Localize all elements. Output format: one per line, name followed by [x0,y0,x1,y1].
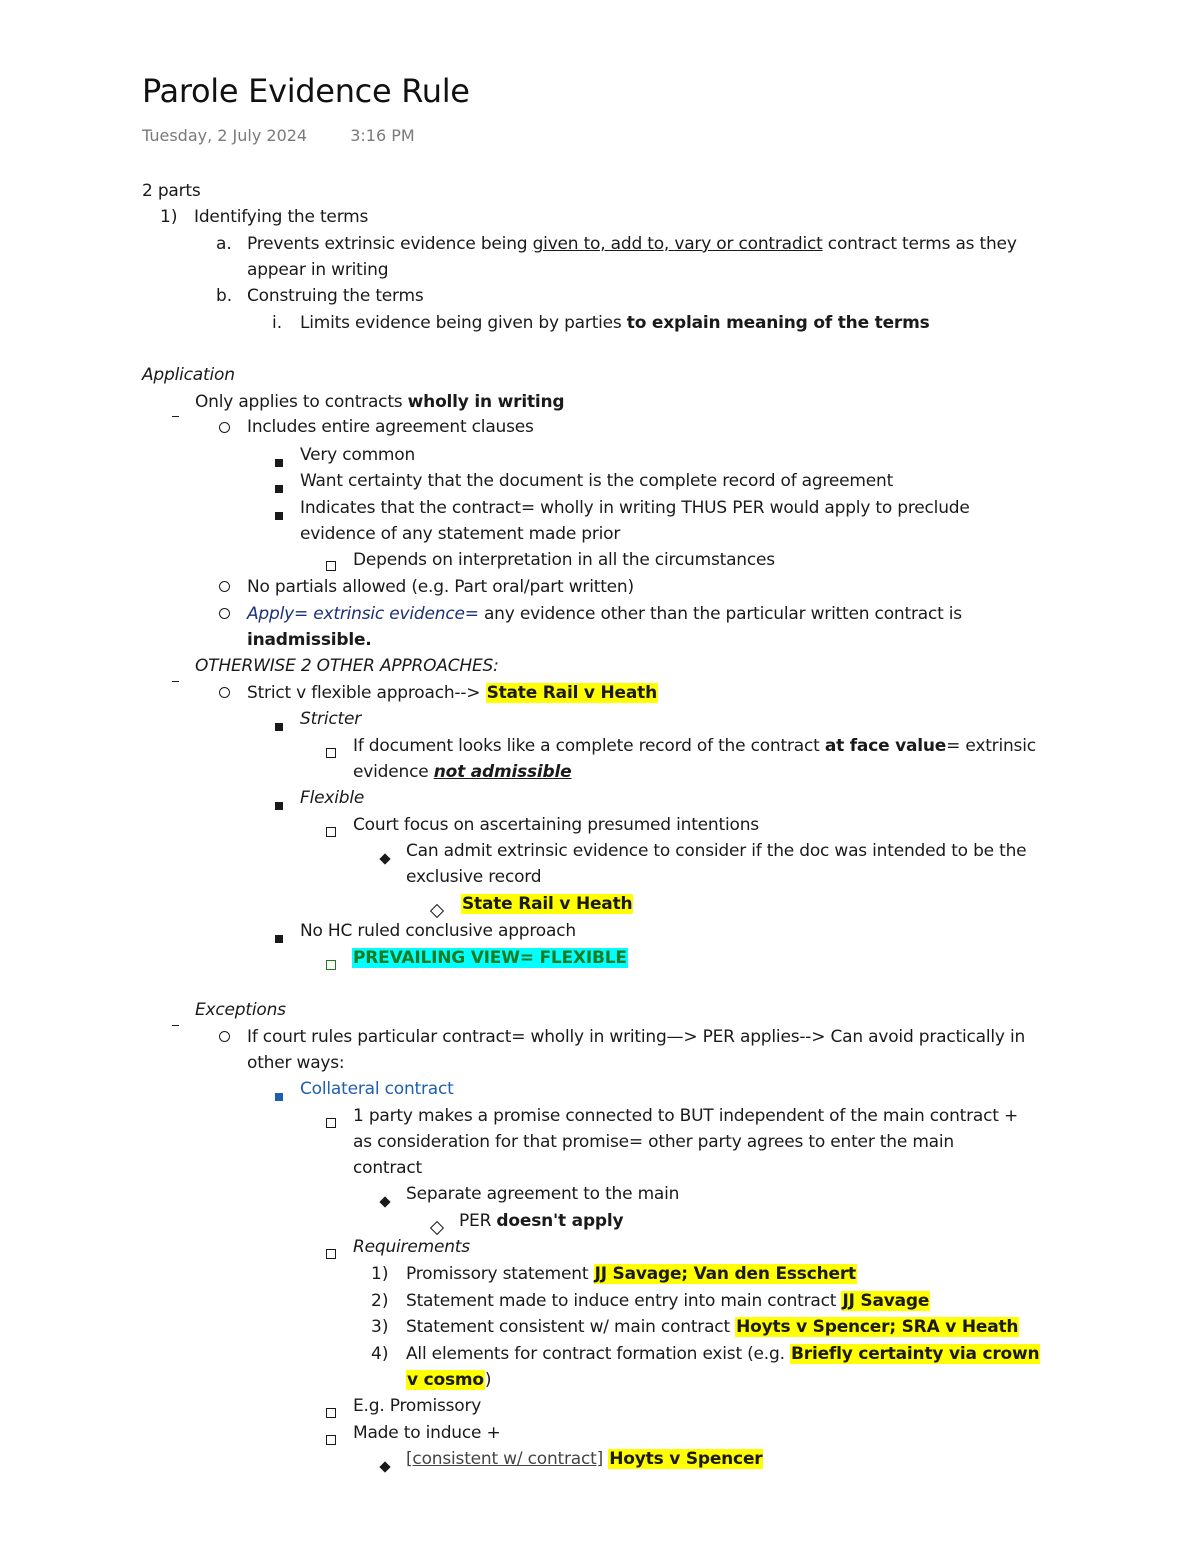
circle-bullet-icon [219,576,230,598]
list-item: OTHERWISE 2 OTHER APPROACHES: [195,656,499,676]
box-bullet-icon [326,742,336,764]
box-bullet-icon [326,954,336,976]
list-item: Promissory statement JJ Savage; Van den Esschert [406,1264,856,1284]
square-bullet-icon [275,794,283,816]
list-item: PREVAILING VIEW= FLEXIBLE [353,948,627,968]
dash-bullet-icon [172,401,179,423]
list-number: 1) [160,207,178,227]
box-bullet-icon [326,1243,336,1265]
list-item: Flexible [300,788,365,808]
list-item: Indicates that the contract= wholly in writing THUS PER would apply to preclude [300,498,970,518]
list-item: Statement made to induce entry into main contract JJ Savage [406,1291,930,1311]
page-time: 3:16 PM [350,126,415,145]
list-item: Requirements [353,1237,470,1257]
square-bullet-icon [275,451,283,473]
diamond-bullet-icon [381,1455,389,1477]
list-number: 1) [371,1264,389,1284]
dash-bullet-icon [172,1010,179,1032]
circle-bullet-icon [219,682,230,704]
box-bullet-icon [326,1402,336,1424]
list-number: 4) [371,1344,389,1364]
list-item-continued: contract [353,1158,423,1178]
square-bullet-icon [275,927,283,949]
circle-bullet-icon [219,1026,230,1048]
page-date: Tuesday, 2 July 2024 [142,126,308,145]
list-item: If document looks like a complete record of the contract at face value= extrinsic [353,736,1036,756]
diamond-bullet-icon [381,847,389,869]
list-item-continued: appear in writing [247,260,389,280]
list-item: Can admit extrinsic evidence to consider if the doc was intended to be the [406,841,1027,861]
list-item: Construing the terms [247,286,424,306]
list-number: 3) [371,1317,389,1337]
list-item: 1 party makes a promise connected to BUT independent of the main contract + [353,1106,1018,1126]
box-bullet-icon [326,821,336,843]
list-item: Identifying the terms [194,207,369,227]
list-item: Want certainty that the document is the complete record of agreement [300,471,894,491]
list-number: 2) [371,1291,389,1311]
list-item-continued: as consideration for that promise= other party agrees to enter the main [353,1132,954,1152]
list-item: State Rail v Heath [462,894,633,914]
list-item: [consistent w/ contract] Hoyts v Spencer [406,1449,763,1469]
list-item-continued: inadmissible. [247,630,372,650]
list-item: No partials allowed (e.g. Part oral/part written) [247,577,634,597]
list-item-continued: evidence not admissible [353,762,572,782]
list-letter: a. [216,234,232,254]
list-item-continued: v cosmo) [407,1370,492,1390]
list-item: Made to induce + [353,1423,501,1443]
list-item: No HC ruled conclusive approach [300,921,576,941]
list-item: Very common [300,445,416,465]
list-item: If court rules particular contract= wholly in writing—> PER applies--> Can avoid practically in [247,1027,1026,1047]
page-meta [142,126,415,145]
list-item: Only applies to contracts wholly in writing [195,392,565,412]
square-bullet-icon [275,715,283,737]
list-item: Exceptions [195,1000,286,1020]
list-item: Limits evidence being given by parties to explain meaning of the terms [300,313,930,333]
box-bullet-icon [326,1112,336,1134]
square-bullet-icon [275,477,283,499]
list-item: E.g. Promissory [353,1396,482,1416]
list-item: Depends on interpretation in all the circumstances [353,550,775,570]
list-item: Separate agreement to the main [406,1184,680,1204]
dash-bullet-icon [172,666,179,688]
box-bullet-icon [326,555,336,577]
list-item: PER doesn't apply [459,1211,624,1231]
section-heading-application: Application [142,365,235,385]
list-roman: i. [272,313,283,333]
list-item: Strict v flexible approach--> State Rail v Heath [247,683,657,703]
square-bullet-icon [275,1085,283,1107]
list-item-continued: evidence of any statement made prior [300,524,621,544]
page-title: Parole Evidence Rule [142,72,470,110]
list-item: Stricter [300,709,362,729]
hollow-diamond-bullet-icon [432,900,442,922]
list-item: Statement consistent w/ main contract Hoyts v Spencer; SRA v Heath [406,1317,1019,1337]
section-heading-parts: 2 parts [142,181,201,201]
box-bullet-icon [326,1429,336,1451]
list-item: Apply= extrinsic evidence= any evidence other than the particular written contract is [247,604,962,624]
list-item: Prevents extrinsic evidence being given to, add to, vary or contradict contract terms as they [247,234,1017,254]
list-item: Includes entire agreement clauses [247,417,534,437]
square-bullet-icon [275,504,283,526]
list-item: Court focus on ascertaining presumed intentions [353,815,759,835]
list-letter: b. [216,286,233,306]
list-item: All elements for contract formation exist (e.g. Briefly certainty via crown [406,1344,1040,1364]
list-item: Collateral contract [300,1079,454,1099]
diamond-bullet-icon [381,1190,389,1212]
circle-bullet-icon [219,417,230,439]
list-item-continued: exclusive record [406,867,542,887]
circle-bullet-icon [219,603,230,625]
list-item-continued: other ways: [247,1053,345,1073]
